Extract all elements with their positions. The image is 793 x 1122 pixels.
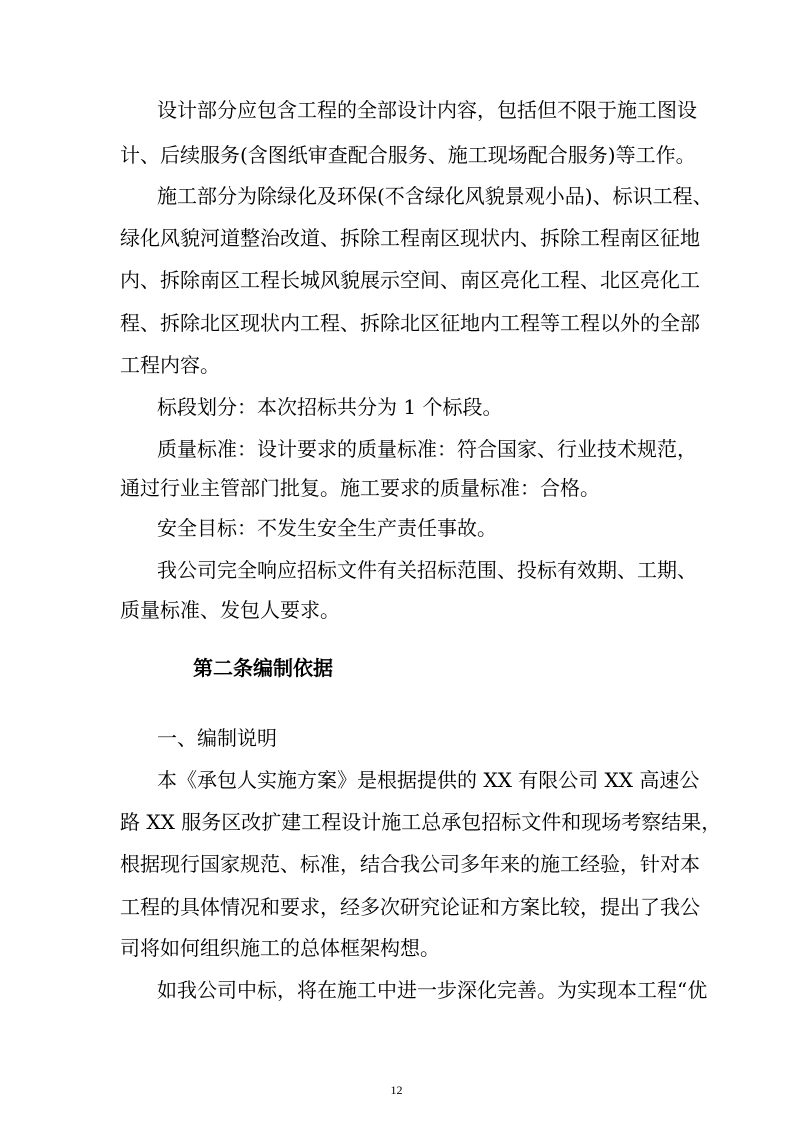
text-line: 司将如何组织施工的总体框架构想。 — [120, 936, 440, 960]
page-number: 12 — [390, 1083, 403, 1097]
text-line: 路 XX 服务区改扩建工程设计施工总承包招标文件和现场考察结果， — [120, 810, 722, 834]
subheading: 一、编制说明 — [157, 726, 277, 750]
text-line: 质量标准、发包人要求。 — [120, 598, 340, 622]
text-line: 根据现行国家规范、标准，结合我公司多年来的施工经验，针对本 — [120, 852, 700, 876]
section-heading: 第二条编制依据 — [193, 656, 333, 680]
text-line: 设计部分应包含工程的全部设计内容，包括但不限于施工图设 — [157, 98, 697, 122]
text-line: 我公司完全响应招标文件有关招标范围、投标有效期、工期、 — [157, 558, 697, 582]
text-line: 施工部分为除绿化及环保(不含绿化风貌景观小品)、标识工程、 — [157, 184, 713, 208]
text-line: 本《承包人实施方案》是根据提供的 XX 有限公司 XX 高速公 — [157, 768, 700, 792]
text-line: 绿化风貌河道整治改道、拆除工程南区现状内、拆除工程南区征地 — [120, 226, 700, 250]
text-line: 计、后续服务(含图纸审查配合服务、施工现场配合服务)等工作。 — [120, 143, 696, 167]
text-line: 工程内容。 — [120, 353, 220, 377]
text-line: 程、拆除北区现状内工程、拆除北区征地内工程等工程以外的全部 — [120, 311, 700, 335]
text-line: 工程的具体情况和要求，经多次研究论证和方案比较，提出了我公 — [120, 895, 700, 919]
text-line: 内、拆除南区工程长城风貌展示空间、南区亮化工程、北区亮化工 — [120, 268, 700, 292]
text-line: 通过行业主管部门批复。施工要求的质量标准：合格。 — [120, 476, 600, 500]
text-line: 标段划分：本次招标共分为 1 个标段。 — [157, 395, 503, 419]
text-line: 安全目标：不发生安全生产责任事故。 — [157, 516, 497, 540]
text-line: 质量标准：设计要求的质量标准：符合国家、行业技术规范， — [157, 437, 697, 461]
text-line: 如我公司中标，将在施工中进一步深化完善。为实现本工程“优 — [157, 978, 708, 1002]
